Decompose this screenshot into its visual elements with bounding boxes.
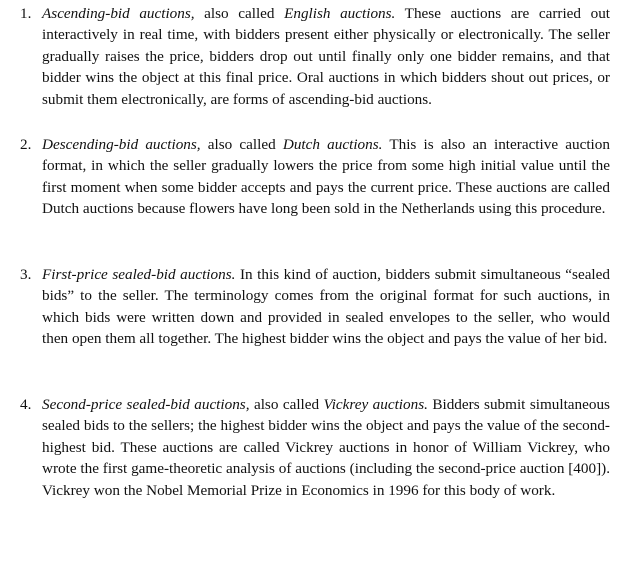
list-item-ascending-bid bbox=[20, 3, 610, 110]
item-term: Second-price sealed-bid auctions, bbox=[42, 396, 250, 413]
item-paragraph bbox=[42, 134, 610, 220]
list-item-second-price bbox=[20, 394, 610, 501]
item-number: 1. bbox=[20, 5, 32, 22]
item-term: Descending-bid auctions, bbox=[42, 136, 201, 153]
item-description: These auctions are carried out interactively in real time, with bidders present either physically or electronically. The seller gradually raises the price, bidders drop out until finally only one bidder remains, and that bidder wins the object at this final price. Oral auctions in which bidders shout out prices, or submit them electronically, are forms of ascending-bid auctions. bbox=[42, 5, 611, 108]
item-connector: also called bbox=[194, 5, 285, 22]
item-paragraph bbox=[42, 264, 610, 350]
item-term: First-price sealed-bid auctions. bbox=[42, 266, 236, 283]
item-description: In this kind of auction, bidders submit simultaneous “sealed bids” to the seller. The terminology comes from the original format for such auctions, in which bids were written down and provided in sealed envelopes to the seller, who would then open them all together. The highest bidder wins the object and pays the value of her bid. bbox=[42, 266, 610, 348]
item-description: Bidders submit simultaneous sealed bids to the sellers; the highest bidder wins the object and pays the value of the second-highest bid. These auctions are called Vickrey auctions in honor of William Vickrey, who wrote the first game-theoretic analysis of auctions (including the second-price auction [400]). Vickrey won the Nobel Memorial Prize in Economics in 1996 for this body of work. bbox=[42, 396, 610, 499]
item-number: 4. bbox=[20, 396, 32, 413]
list-item-first-price bbox=[20, 264, 610, 350]
item-paragraph bbox=[42, 394, 610, 501]
item-connector: also called bbox=[249, 396, 324, 413]
item-paragraph bbox=[42, 3, 610, 110]
item-description: This is also an interactive auction format, in which the seller gradually lowers the price from some high initial value until the first moment when some bidder accepts and pays the current price. These auctions are called Dutch auctions because flowers have long been sold in the Netherlands using this procedure. bbox=[42, 136, 610, 218]
item-alt-name: Dutch auctions. bbox=[282, 136, 383, 153]
item-term: Ascending-bid auctions, bbox=[42, 5, 195, 22]
item-number: 3. bbox=[20, 266, 32, 283]
item-alt-name: Vickrey auctions. bbox=[323, 396, 428, 413]
item-alt-name: English auctions. bbox=[284, 5, 396, 22]
list-item-descending-bid bbox=[20, 134, 610, 220]
item-number: 2. bbox=[20, 136, 32, 153]
item-connector: also called bbox=[200, 136, 283, 153]
